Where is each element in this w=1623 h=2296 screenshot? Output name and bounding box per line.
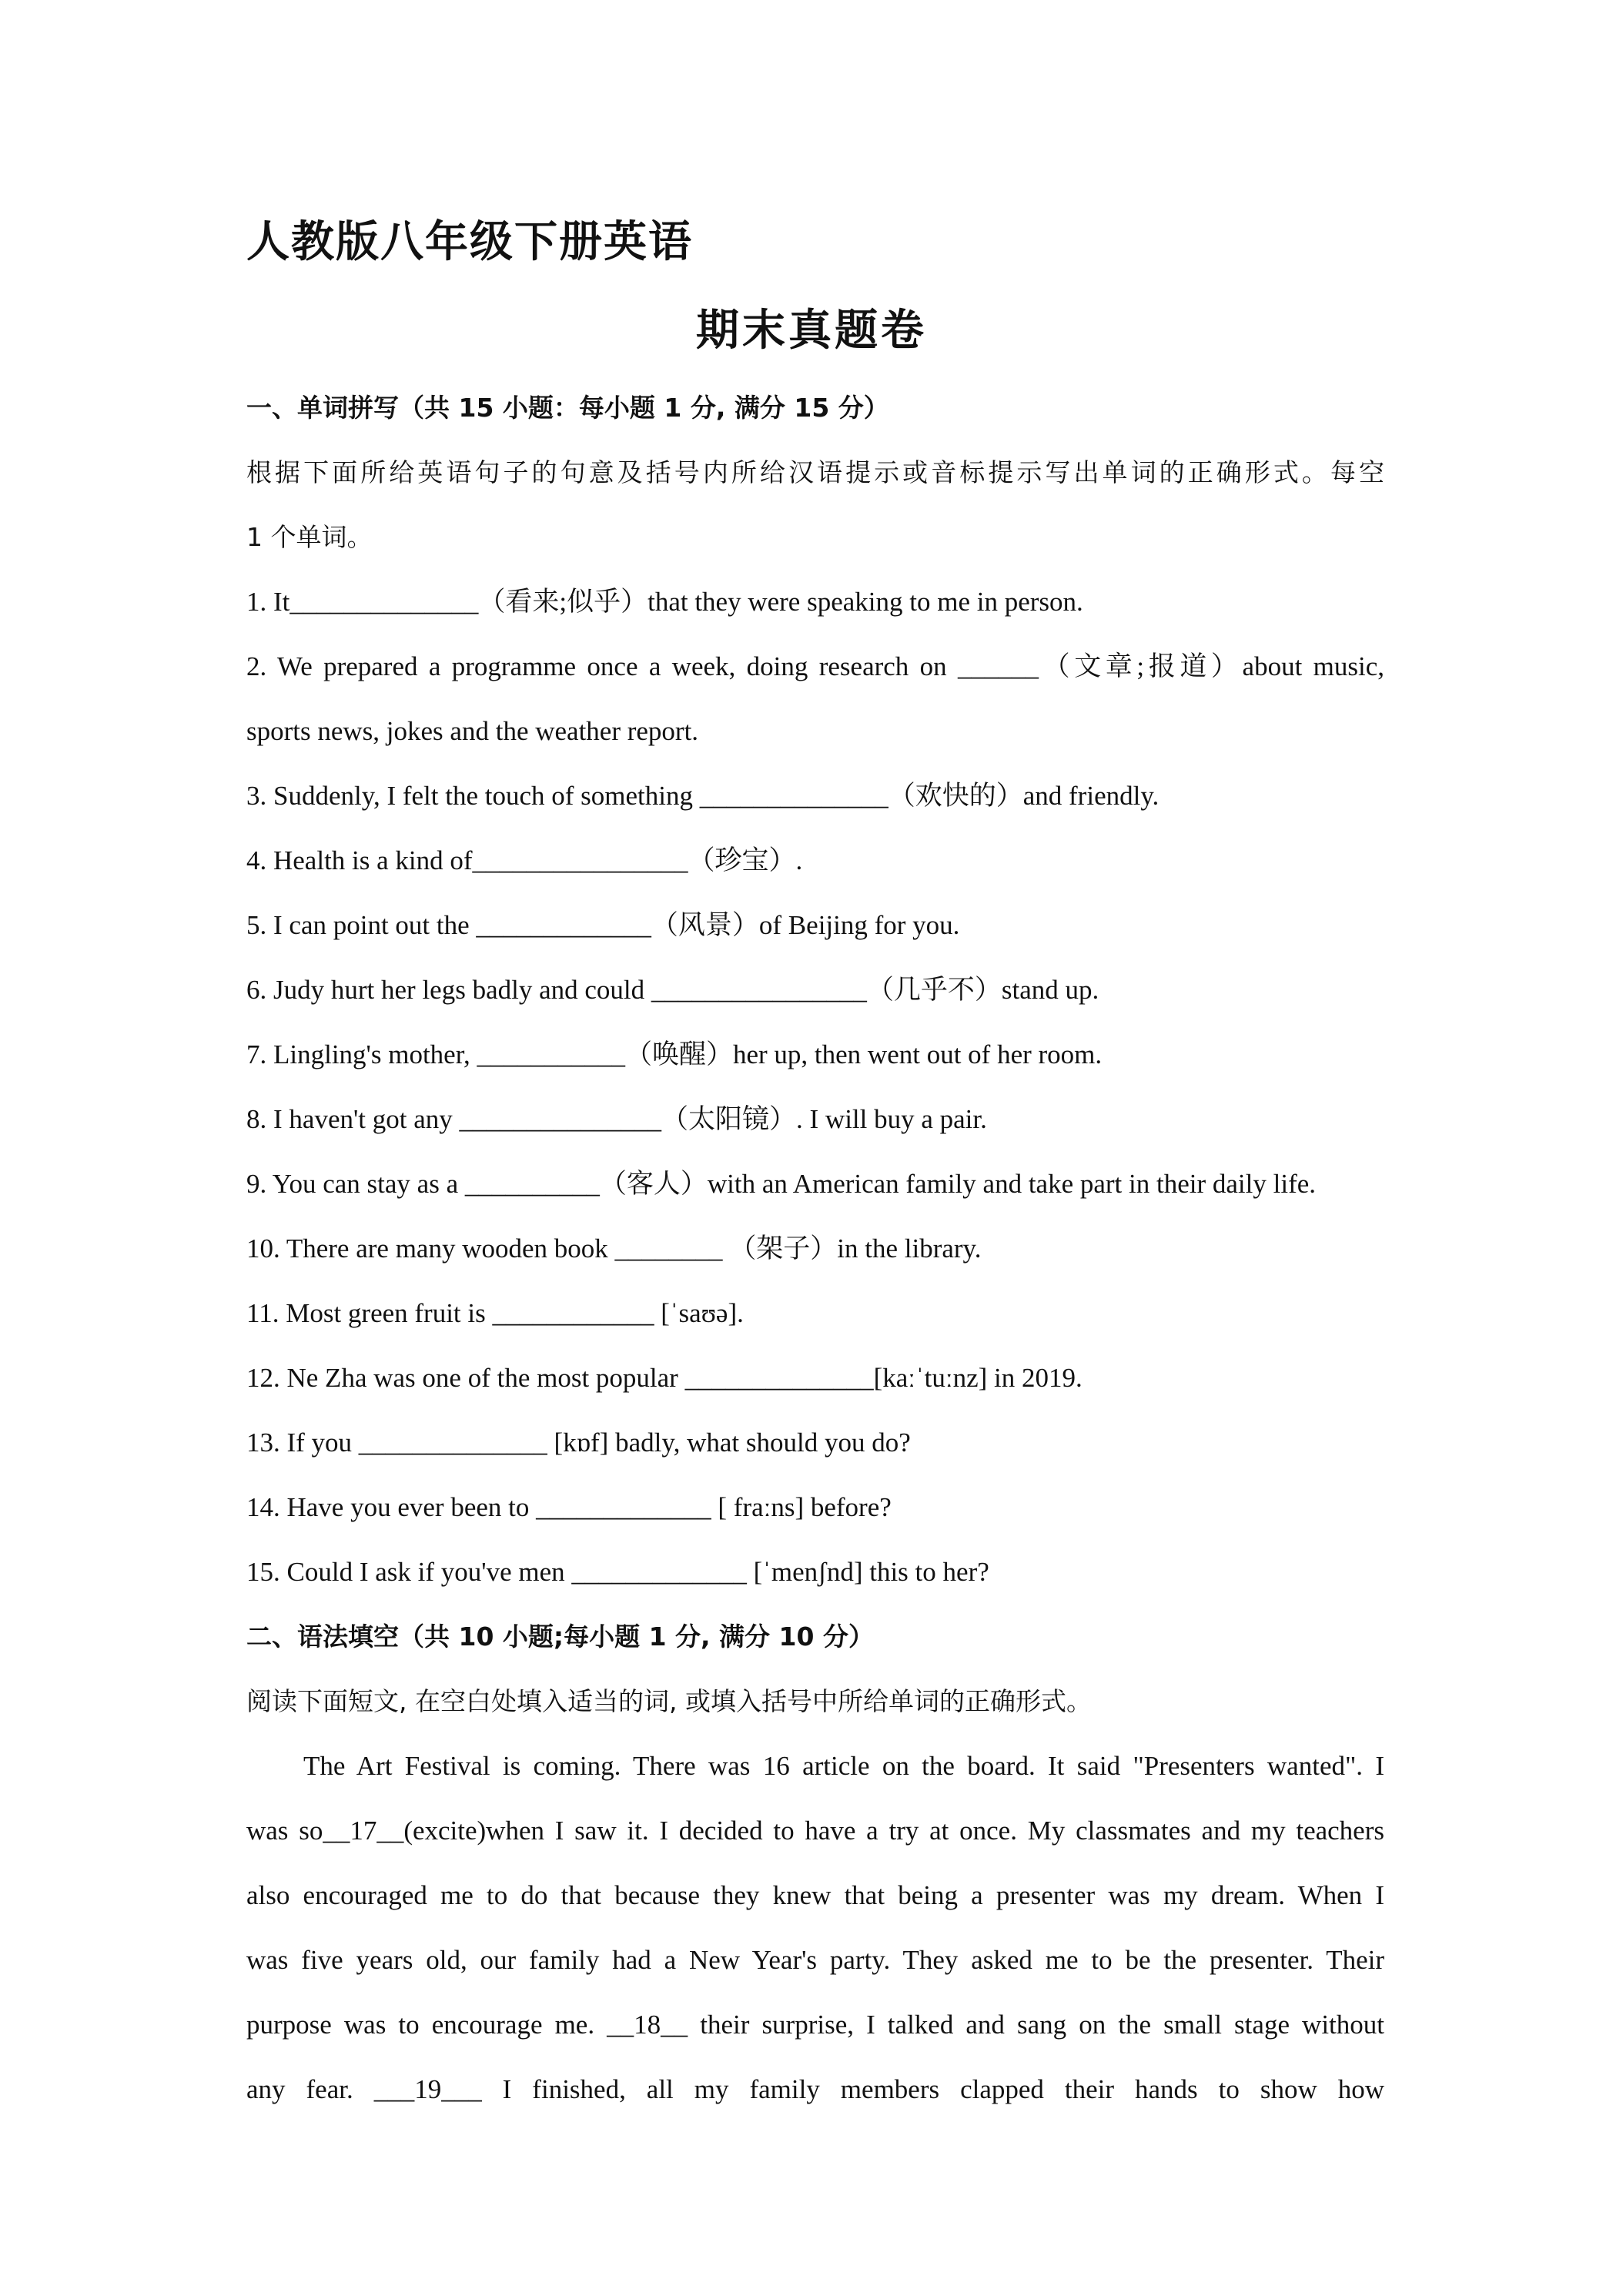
- question-2: 2. We prepared a programme once a week, doing research on ______（文章;报道）about music,: [246, 651, 1384, 681]
- question-6: 6. Judy hurt her legs badly and could ________________（几乎不）stand up.: [246, 975, 1099, 1005]
- question-3: 3. Suddenly, I felt the touch of something ______________（欢快的）and friendly.: [246, 781, 1160, 811]
- passage-line-6: any fear. ___19___ I finished, all my family members clapped their hands to show how: [246, 2074, 1384, 2104]
- question-13: 13. If you ______________ [kɒf] badly, what should you do?: [246, 1427, 911, 1458]
- question-15: 15. Could I ask if you've men _____________ [ˈmenʃnd] this to her?: [246, 1557, 989, 1587]
- document-title: 人教版八年级下册英语: [246, 217, 693, 267]
- passage-line-1: The Art Festival is coming. There was 16 article on the board. It said "Presenters wanted". I: [303, 1751, 1384, 1781]
- section1-instruction-line1: 根据下面所给英语句子的句意及括号内所给汉语提示或音标提示写出单词的正确形式。每空: [246, 457, 1384, 487]
- question-12: 12. Ne Zha was one of the most popular ______________[kaːˈtuːnz] in 2019.: [246, 1363, 1083, 1393]
- question-9: 9. You can stay as a __________（客人）with an American family and take part in their daily life.: [246, 1169, 1317, 1199]
- passage-line-2: was so__17__(excite)when I saw it. I decided to have a try at once. My classmates and my teachers: [246, 1816, 1384, 1846]
- passage-line-3: also encouraged me to do that because they knew that being a presenter was my dream. When I: [246, 1880, 1384, 1910]
- question-1: 1. It______________（看来;似乎）that they were speaking to me in person.: [246, 587, 1083, 617]
- question-5: 5. I can point out the _____________（风景）of Beijing for you.: [246, 910, 960, 940]
- passage-line-5: purpose was to encourage me. __18__ their surprise, I talked and sang on the small stage without: [246, 2010, 1384, 2040]
- section2-instruction: 阅读下面短文, 在空白处填入适当的词, 或填入括号中所给单词的正确形式。: [246, 1686, 1092, 1716]
- section1-instruction-line2: 1 个单词。: [246, 522, 373, 552]
- question-4: 4. Health is a kind of________________（珍宝）.: [246, 845, 803, 875]
- question-8: 8. I haven't got any _______________（太阳镜）. I will buy a pair.: [246, 1104, 987, 1134]
- section1-heading: 一、单词拼写（共 15 小题：每小题 1 分, 满分 15 分）: [246, 393, 889, 423]
- question-2-continued: sports news, jokes and the weather report.: [246, 716, 699, 746]
- question-10: 10. There are many wooden book ________ （架子）in the library.: [246, 1233, 982, 1263]
- document-body: [246, 376, 1384, 2122]
- passage-line-4: was five years old, our family had a New Year's party. They asked me to be the presenter. Their: [246, 1945, 1384, 1975]
- question-14: 14. Have you ever been to _____________ [ fraːns] before?: [246, 1492, 892, 1522]
- question-7: 7. Lingling's mother, ___________（唤醒）her up, then went out of her room.: [246, 1039, 1103, 1069]
- document-subtitle: 期末真题卷: [696, 306, 927, 356]
- section2-heading: 二、语法填空（共 10 小题;每小题 1 分, 满分 10 分）: [246, 1622, 874, 1652]
- question-11: 11. Most green fruit is ____________ [ˈsaʊə].: [246, 1298, 744, 1328]
